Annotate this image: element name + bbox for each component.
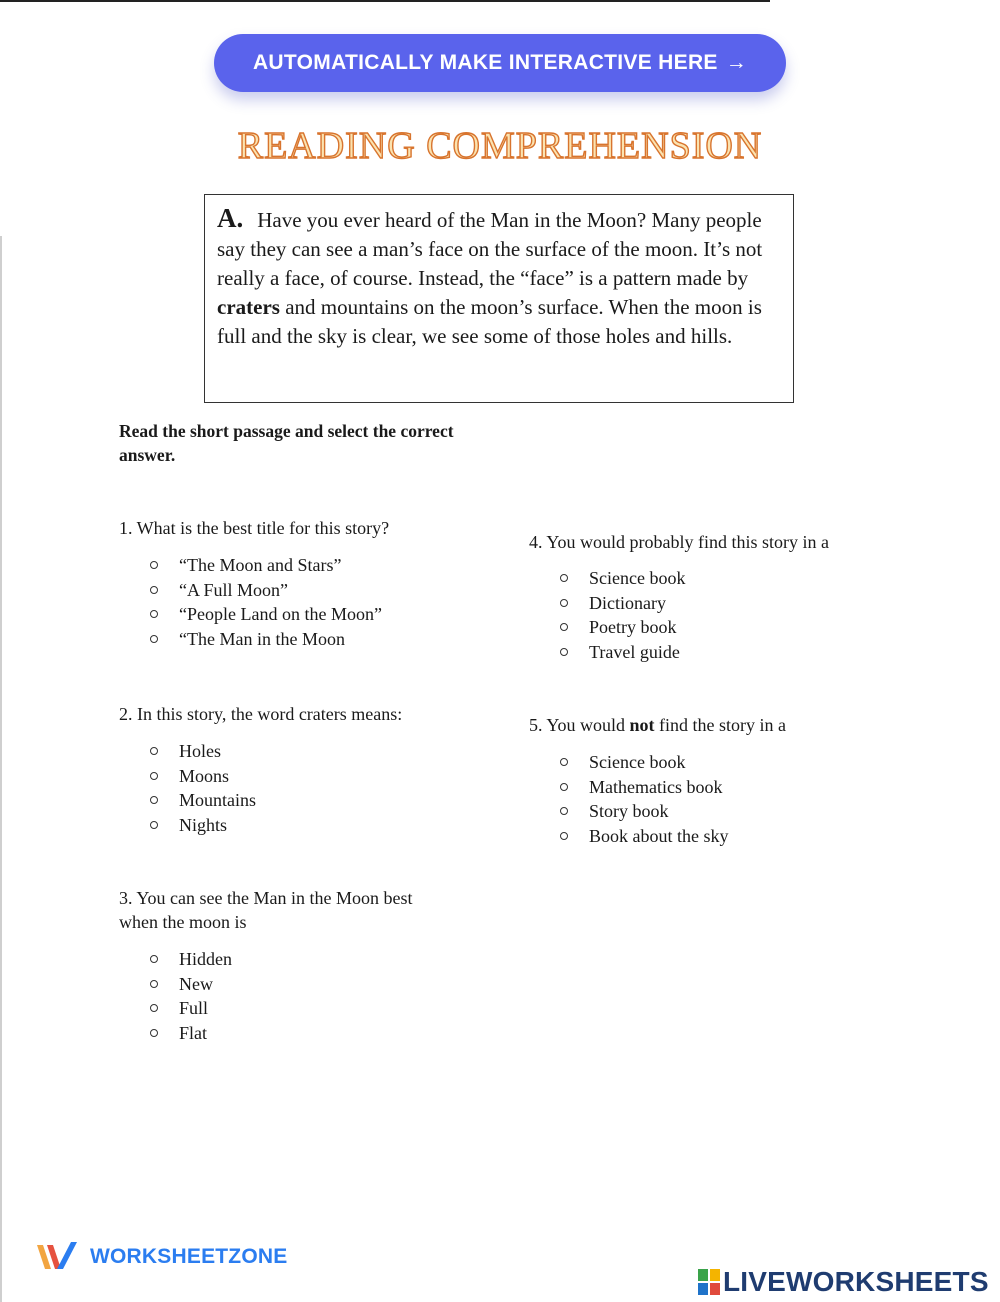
- option-label: Mountains: [179, 790, 257, 811]
- question-4-prompt: 4. You would probably find this story in a: [529, 532, 830, 552]
- answer-option[interactable]: [560, 775, 929, 800]
- question-3-prompt: 3. You can see the Man in the Moon best when the moon is: [119, 888, 413, 932]
- radio-circle-icon: [150, 821, 158, 829]
- instructions: Read the short passage and select the correct answer.: [119, 421, 454, 465]
- question-2-prompt: 2. In this story, the word craters means:: [119, 704, 403, 724]
- arrow-right-icon: →: [725, 51, 748, 74]
- radio-circle-icon: [560, 783, 568, 791]
- answer-option[interactable]: [560, 640, 929, 665]
- radio-circle-icon: [150, 586, 158, 594]
- option-label: Flat: [179, 1022, 208, 1043]
- answer-option[interactable]: [560, 615, 929, 640]
- radio-circle-icon: [150, 772, 158, 780]
- worksheetzone-logo[interactable]: [34, 1240, 287, 1274]
- top-rule: [0, 0, 770, 2]
- option-label: Full: [179, 998, 209, 1019]
- radio-circle-icon: [150, 747, 158, 755]
- radio-circle-icon: [560, 832, 568, 840]
- answer-option[interactable]: [560, 750, 929, 775]
- answer-option[interactable]: [150, 578, 499, 603]
- option-label: New: [179, 973, 213, 994]
- radio-circle-icon: [150, 1029, 158, 1037]
- answer-option[interactable]: [150, 553, 499, 578]
- question-4: [529, 530, 929, 664]
- radio-circle-icon: [150, 561, 158, 569]
- question-1-options: [150, 553, 499, 651]
- radio-circle-icon: [150, 610, 158, 618]
- liveworksheets-text: LIVEWORKSHEETS: [723, 1266, 989, 1297]
- radio-circle-icon: [150, 1004, 158, 1012]
- radio-circle-icon: [560, 648, 568, 656]
- answer-option[interactable]: [560, 591, 929, 616]
- answer-option[interactable]: [150, 788, 499, 813]
- option-label: Poetry book: [589, 617, 677, 638]
- worksheetzone-mark-icon: [34, 1240, 80, 1274]
- option-label: “The Moon and Stars”: [179, 555, 342, 576]
- question-1: [119, 516, 499, 651]
- worksheet-title: READING COMPREHENSION: [237, 125, 763, 167]
- question-5-prompt-start: 5. You would: [529, 715, 630, 735]
- radio-circle-icon: [150, 635, 158, 643]
- answer-option[interactable]: [150, 972, 454, 997]
- radio-circle-icon: [150, 796, 158, 804]
- question-5-prompt: [529, 713, 929, 737]
- option-label: Travel guide: [589, 641, 680, 662]
- question-5-options: [560, 750, 929, 848]
- radio-circle-icon: [560, 807, 568, 815]
- worksheetzone-text: WORKSHEETZONE: [90, 1245, 288, 1268]
- option-label: Book about the sky: [589, 825, 729, 846]
- passage-text-part-2: and mountains on the moon’s surface. When the moon is full and the sky is clear, we see some of those holes and hills.: [217, 295, 762, 348]
- option-label: Dictionary: [589, 592, 666, 613]
- answer-option[interactable]: [150, 813, 499, 838]
- passage-box: [204, 194, 794, 403]
- option-label: “People Land on the Moon”: [179, 604, 382, 625]
- question-2-options: [150, 739, 499, 837]
- question-5: [529, 713, 929, 848]
- passage-label: A.: [217, 203, 244, 233]
- option-label: Hidden: [179, 949, 232, 970]
- option-label: Science book: [589, 752, 686, 773]
- question-3: [119, 886, 454, 1045]
- option-label: “A Full Moon”: [179, 579, 289, 600]
- answer-option[interactable]: [560, 824, 929, 849]
- radio-circle-icon: [150, 980, 158, 988]
- radio-circle-icon: [560, 758, 568, 766]
- radio-circle-icon: [560, 599, 568, 607]
- answer-option[interactable]: [150, 602, 499, 627]
- liveworksheets-grid-icon: [698, 1269, 720, 1295]
- answer-option[interactable]: [150, 739, 499, 764]
- question-5-prompt-emphasis: not: [629, 715, 655, 735]
- option-label: Mathematics book: [589, 776, 723, 797]
- make-interactive-button[interactable]: [214, 34, 786, 92]
- passage-bold-word: craters: [217, 295, 280, 319]
- answer-option[interactable]: [560, 566, 929, 591]
- answer-option[interactable]: [150, 947, 454, 972]
- radio-circle-icon: [150, 955, 158, 963]
- option-label: Nights: [179, 814, 228, 835]
- option-label: Moons: [179, 765, 230, 786]
- make-interactive-label: AUTOMATICALLY MAKE INTERACTIVE HERE: [252, 51, 718, 74]
- option-label: Story book: [589, 801, 669, 822]
- passage-text-part-1: Have you ever heard of the Man in the Moon? Many people say they can see a man’s face on the surface of the moon. It’s not really a face, of course. Instead, the “face” is a pattern made by: [217, 208, 763, 290]
- question-1-prompt: 1. What is the best title for this story?: [119, 518, 390, 538]
- question-5-prompt-end: find the story in a: [654, 715, 787, 735]
- answer-option[interactable]: [560, 799, 929, 824]
- liveworksheets-logo[interactable]: [698, 1266, 989, 1298]
- answer-option[interactable]: [150, 764, 499, 789]
- radio-circle-icon: [560, 574, 568, 582]
- option-label: Science book: [589, 568, 686, 589]
- radio-circle-icon: [560, 623, 568, 631]
- option-label: “The Man in the Moon: [179, 628, 345, 649]
- question-4-options: [560, 566, 929, 664]
- question-2: [119, 702, 499, 837]
- question-3-options: [150, 947, 454, 1045]
- answer-option[interactable]: [150, 996, 454, 1021]
- answer-option[interactable]: [150, 1021, 454, 1046]
- left-rule: [0, 236, 2, 1302]
- option-label: Holes: [179, 741, 221, 762]
- answer-option[interactable]: [150, 627, 499, 652]
